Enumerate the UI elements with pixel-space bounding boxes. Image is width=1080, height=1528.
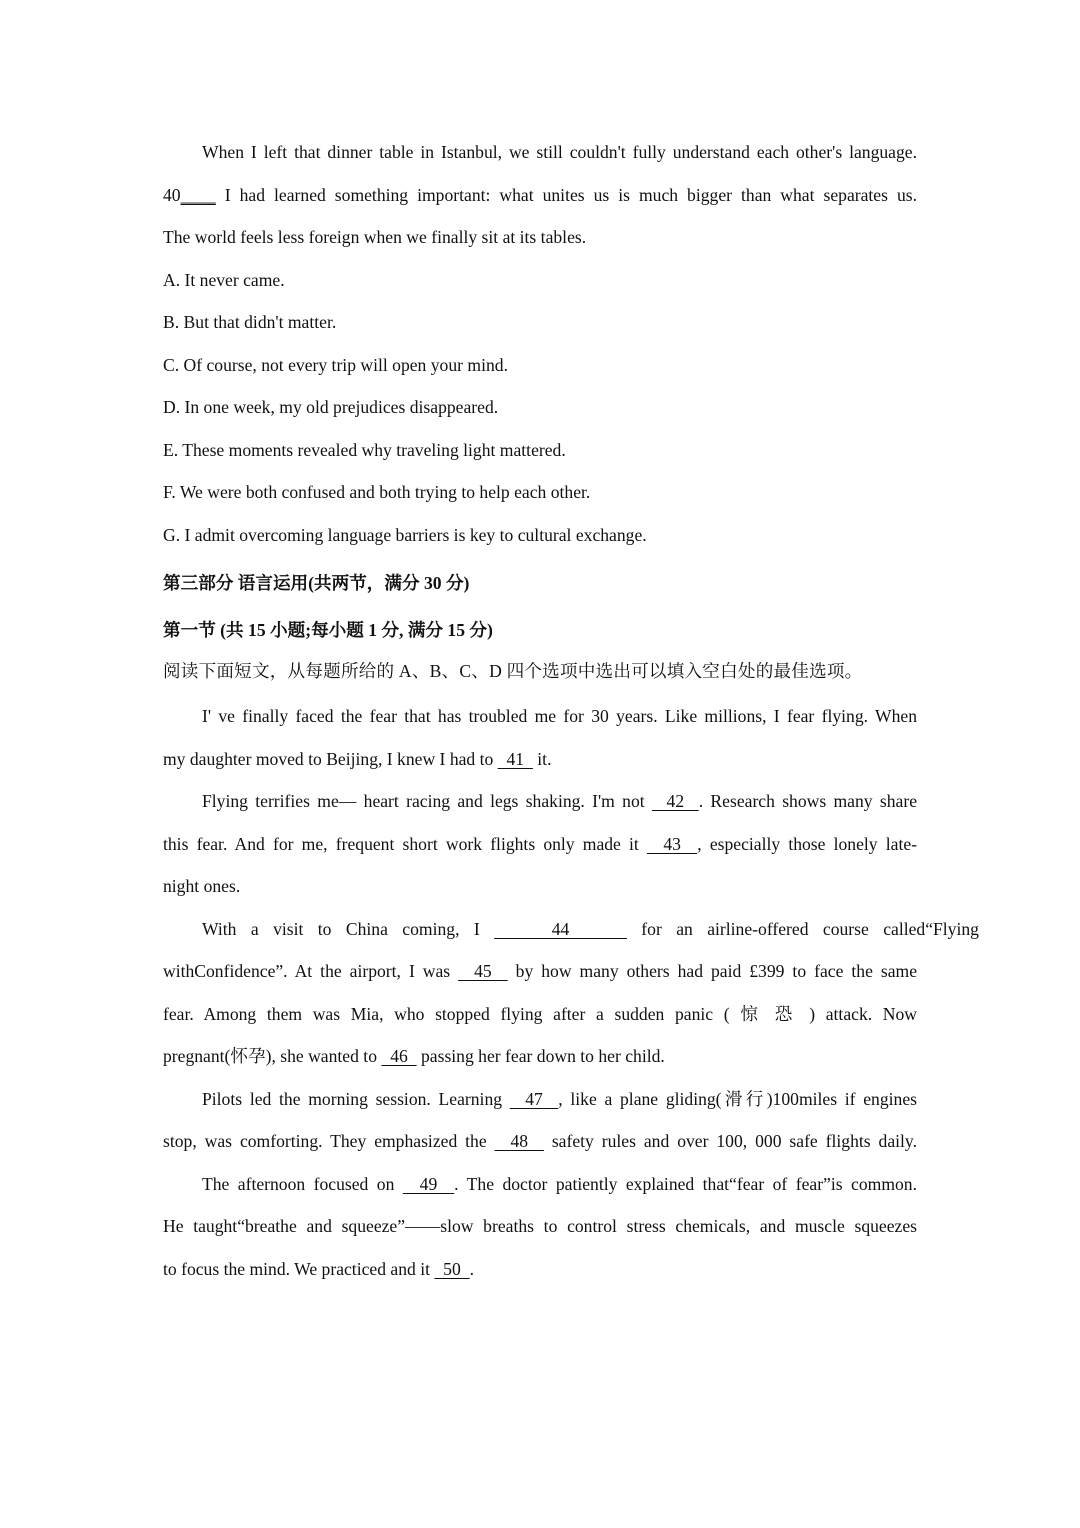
question-42-blank[interactable]: 42: [651, 791, 699, 811]
question-45-blank[interactable]: 45: [458, 961, 508, 981]
option-item: A. It never came.: [163, 269, 285, 290]
passage-line: withConfidence”. At the airport, I was 45 by how many others had paid £399 to face the same: [163, 961, 918, 981]
passage-line: night ones.: [163, 876, 241, 896]
passage-line: to focus the mind. We practiced and it 50 .: [163, 1258, 474, 1279]
passage-line: With a visit to China coming, I 44 for an airline-offered course called“Flying: [202, 918, 979, 939]
option-item: G. I admit overcoming language barriers is key to cultural exchange.: [163, 524, 647, 545]
options-list: [163, 259, 917, 557]
passage-line: my daughter moved to Beijing, I knew I had to 41 it.: [163, 748, 552, 769]
passage-line: fear. Among them was Mia, who stopped flying after a sudden panic ( 惊 恐 ) attack. Now: [163, 1003, 917, 1024]
part3-heading: 第三部分 语言运用(共两节，满分 30 分): [163, 573, 470, 593]
question-41-blank[interactable]: 41: [497, 748, 533, 769]
option-item: C. Of course, not every trip will open your mind.: [163, 354, 508, 375]
question-46-blank[interactable]: 46: [381, 1046, 417, 1066]
question-40-blank[interactable]: 40____: [163, 184, 216, 205]
option-item: E. These moments revealed why traveling light mattered.: [163, 439, 566, 460]
option-item: B. But that didn't matter.: [163, 312, 337, 332]
question-49-blank[interactable]: 49: [402, 1173, 455, 1194]
cloze-passage: [163, 695, 979, 1290]
passage-line: He taught“breathe and squeeze”——slow breaths to control stress chemicals, and muscle squeezes: [163, 1216, 917, 1236]
question-50-blank[interactable]: 50: [434, 1258, 470, 1279]
question-43-blank[interactable]: 43: [646, 833, 698, 854]
option-item: F. We were both confused and both trying to help each other.: [163, 482, 591, 502]
passage-line: pregnant(怀孕), she wanted to 46 passing her fear down to her child.: [163, 1046, 665, 1066]
passage-line: The afternoon focused on 49 . The doctor patiently explained that“fear of fear”is common.: [202, 1173, 917, 1194]
passage-line: When I left that dinner table in Istanbul, we still couldn't fully understand each other's language.: [202, 142, 917, 162]
question-44-blank[interactable]: 44: [494, 918, 627, 939]
question-48-blank[interactable]: 48: [494, 1131, 544, 1151]
passage-line: The world feels less foreign when we finally sit at its tables.: [163, 227, 587, 247]
passage-line: stop, was comforting. They emphasized the 48 safety rules and over 100, 000 safe flights daily.: [163, 1131, 917, 1151]
passage-line: Pilots led the morning session. Learning 47 , like a plane gliding(滑行)100miles if engines: [202, 1088, 917, 1109]
instruction-text: 阅读下面短文，从每题所给的 A、B、C、D 四个选项中选出可以填入空白处的最佳选项。: [163, 661, 863, 681]
passage-line: I' ve finally faced the fear that has troubled me for 30 years. Like millions, I fear flying. When: [202, 706, 917, 726]
passage-line: Flying terrifies me— heart racing and legs shaking. I'm not 42 . Research shows many share: [202, 791, 918, 811]
section1-heading: 第一节 (共 15 小题;每小题 1 分, 满分 15 分): [163, 620, 493, 640]
document-page: [163, 131, 979, 1290]
question-47-blank[interactable]: 47: [509, 1088, 559, 1109]
passage-line: this fear. And for me, frequent short work flights only made it 43 , especially those lonely late-: [163, 833, 918, 854]
passage-line: 40____ I had learned something important: what unites us is much bigger than what separates us.: [163, 184, 917, 205]
option-item: D. In one week, my old prejudices disappeared.: [163, 397, 499, 417]
